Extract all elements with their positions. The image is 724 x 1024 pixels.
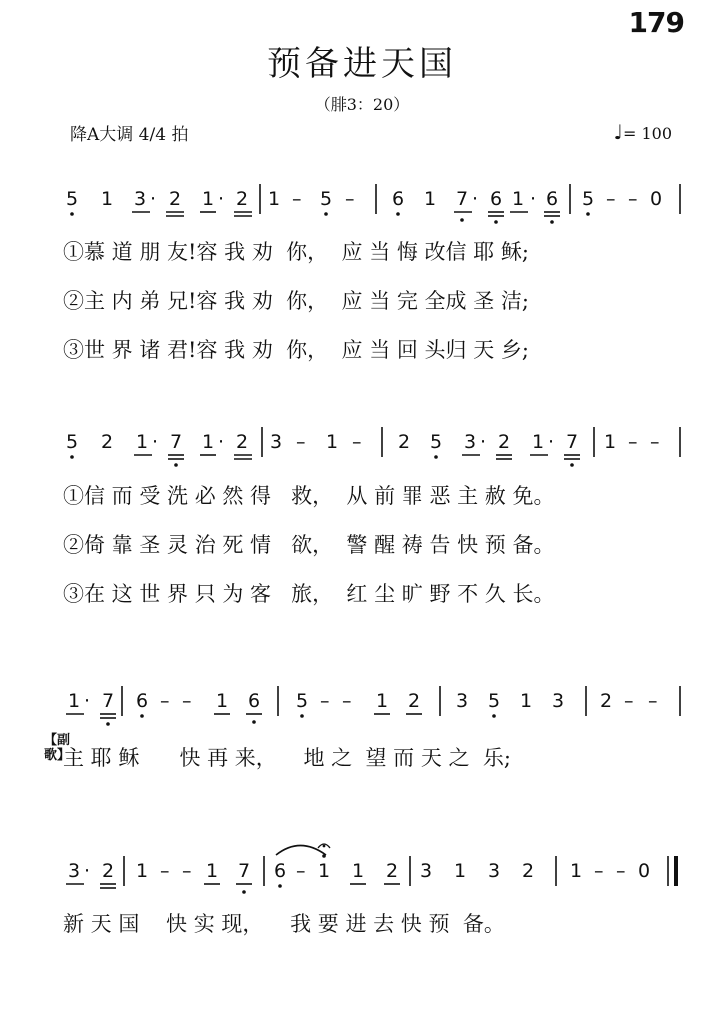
svg-text:2: 2 xyxy=(522,860,535,882)
svg-text:1: 1 xyxy=(454,860,467,882)
svg-text:2: 2 xyxy=(408,690,421,712)
svg-text:3: 3 xyxy=(68,860,81,882)
score-system-2 xyxy=(66,431,660,453)
svg-text:0: 0 xyxy=(638,860,651,882)
chorus-line-1: 主 耶 稣 快 再 来， 地 之 望 而 天 之 乐; xyxy=(63,746,511,770)
svg-text:·: · xyxy=(152,431,159,453)
verse-line-1-1: ①慕 道 朋 友!容 我 劝 你， 应 当 悔 改信 耶 稣; xyxy=(63,240,529,264)
svg-text:–: – xyxy=(296,431,306,453)
svg-text:3: 3 xyxy=(134,188,147,210)
svg-text:2: 2 xyxy=(498,431,511,453)
verse-line-2-2: ②倚 靠 圣 灵 治 死 情 欲， 警 醒 祷 告 快 预 备。 xyxy=(63,533,555,557)
svg-text:–: – xyxy=(296,860,306,882)
svg-text:1: 1 xyxy=(512,188,525,210)
svg-text:7: 7 xyxy=(238,860,251,882)
svg-text:6: 6 xyxy=(392,188,405,210)
svg-text:6: 6 xyxy=(274,860,287,882)
svg-text:1: 1 xyxy=(202,188,215,210)
svg-text:–: – xyxy=(320,690,330,712)
tempo-value: = 100 xyxy=(622,124,672,143)
svg-text:–: – xyxy=(616,860,626,882)
svg-text:3: 3 xyxy=(456,690,469,712)
score-system-4 xyxy=(68,860,650,882)
svg-text:1: 1 xyxy=(604,431,617,453)
svg-text:2: 2 xyxy=(102,860,115,882)
svg-text:1: 1 xyxy=(202,431,215,453)
octave-dots-4 xyxy=(242,844,330,894)
svg-text:0: 0 xyxy=(650,188,663,210)
svg-text:1: 1 xyxy=(68,690,81,712)
svg-text:1: 1 xyxy=(326,431,339,453)
svg-text:2: 2 xyxy=(169,188,182,210)
chorus-tag: 【副歌】 xyxy=(44,733,71,763)
svg-text:2: 2 xyxy=(101,431,114,453)
svg-text:3: 3 xyxy=(488,860,501,882)
svg-text:·: · xyxy=(84,860,91,882)
svg-text:·: · xyxy=(530,188,537,210)
svg-text:5: 5 xyxy=(66,188,79,210)
svg-text:5: 5 xyxy=(430,431,443,453)
svg-text:–: – xyxy=(345,188,355,210)
svg-text:–: – xyxy=(160,860,170,882)
score-lines-1 xyxy=(132,184,680,216)
svg-text:–: – xyxy=(352,431,362,453)
svg-text:7: 7 xyxy=(170,431,183,453)
svg-text:·: · xyxy=(472,188,479,210)
svg-text:2: 2 xyxy=(236,431,249,453)
svg-text:–: – xyxy=(628,188,638,210)
score-system-1 xyxy=(66,188,662,210)
hymn-number: 179 xyxy=(628,6,684,39)
score-lines-3 xyxy=(66,686,680,718)
score-system-3 xyxy=(68,690,658,712)
svg-text:6: 6 xyxy=(490,188,503,210)
svg-text:1: 1 xyxy=(424,188,437,210)
svg-text:2: 2 xyxy=(398,431,411,453)
octave-dots-2 xyxy=(70,455,574,467)
svg-text:5: 5 xyxy=(296,690,309,712)
svg-text:2: 2 xyxy=(600,690,613,712)
svg-text:·: · xyxy=(548,431,555,453)
svg-text:1: 1 xyxy=(570,860,583,882)
page-title: 预备进天国 xyxy=(267,44,457,84)
verse-line-1-2: ②主 内 弟 兄!容 我 劝 你， 应 当 完 全成 圣 洁; xyxy=(63,289,529,313)
svg-text:3: 3 xyxy=(270,431,283,453)
svg-text:7: 7 xyxy=(566,431,579,453)
svg-text:–: – xyxy=(292,188,302,210)
svg-text:2: 2 xyxy=(236,188,249,210)
svg-text:3: 3 xyxy=(420,860,433,882)
svg-text:–: – xyxy=(650,431,660,453)
svg-text:–: – xyxy=(160,690,170,712)
svg-text:·: · xyxy=(218,188,225,210)
svg-text:–: – xyxy=(342,690,352,712)
svg-text:1: 1 xyxy=(318,860,331,882)
svg-text:6: 6 xyxy=(546,188,559,210)
svg-text:·: · xyxy=(150,188,157,210)
svg-text:1: 1 xyxy=(206,860,219,882)
svg-text:·: · xyxy=(84,690,91,712)
svg-text:5: 5 xyxy=(582,188,595,210)
chorus-line-2: 新 天 国 快 实 现， 我 要 进 去 快 预 备。 xyxy=(63,912,505,936)
scripture-reference: （腓3：20） xyxy=(314,95,410,114)
quarter-note-icon: ♩ xyxy=(613,120,623,144)
svg-text:2: 2 xyxy=(386,860,399,882)
svg-text:3: 3 xyxy=(552,690,565,712)
svg-text:1: 1 xyxy=(216,690,229,712)
svg-text:1: 1 xyxy=(101,188,114,210)
svg-text:·: · xyxy=(218,431,225,453)
verse-line-2-1: ①信 而 受 洗 必 然 得 救， 从 前 罪 恶 主 赦 免。 xyxy=(63,484,555,508)
svg-text:1: 1 xyxy=(136,860,149,882)
svg-text:6: 6 xyxy=(248,690,261,712)
key-signature: 降A大调 4/4 拍 xyxy=(70,125,189,145)
verse-line-2-3: ③在 这 世 界 只 为 客 旅， 红 尘 旷 野 不 久 长。 xyxy=(63,582,555,606)
svg-text:–: – xyxy=(624,690,634,712)
octave-dots-1 xyxy=(70,212,590,224)
octave-dots-3 xyxy=(106,714,496,726)
svg-text:5: 5 xyxy=(488,690,501,712)
svg-text:1: 1 xyxy=(376,690,389,712)
svg-text:·: · xyxy=(480,431,487,453)
svg-text:6: 6 xyxy=(136,690,149,712)
svg-text:1: 1 xyxy=(352,860,365,882)
svg-text:–: – xyxy=(648,690,658,712)
svg-text:–: – xyxy=(606,188,616,210)
svg-text:5: 5 xyxy=(66,431,79,453)
svg-text:–: – xyxy=(628,431,638,453)
svg-text:1: 1 xyxy=(532,431,545,453)
verse-line-1-3: ③世 界 诸 君!容 我 劝 你， 应 当 回 头归 天 乡; xyxy=(63,338,529,362)
svg-text:7: 7 xyxy=(102,690,115,712)
svg-text:1: 1 xyxy=(268,188,281,210)
svg-text:–: – xyxy=(594,860,604,882)
svg-text:5: 5 xyxy=(320,188,333,210)
score-lines-4 xyxy=(66,846,676,889)
svg-text:7: 7 xyxy=(456,188,469,210)
svg-text:1: 1 xyxy=(520,690,533,712)
svg-text:–: – xyxy=(182,860,192,882)
svg-text:1: 1 xyxy=(136,431,149,453)
svg-text:–: – xyxy=(182,690,192,712)
svg-text:3: 3 xyxy=(464,431,477,453)
